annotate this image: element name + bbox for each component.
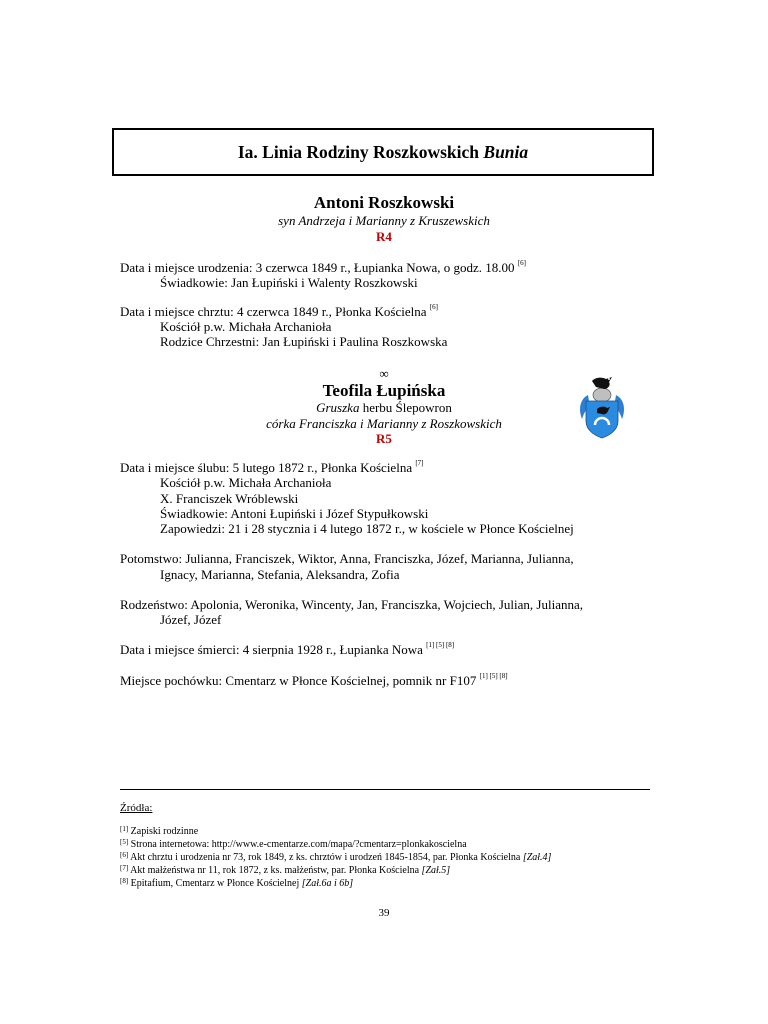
spouse-herb: Gruszka herbu Ślepowron [316, 400, 452, 415]
coat-of-arms-icon [578, 373, 626, 439]
source-item: [7] Akt małżeństwa nr 11, rok 1872, z ks. małżeństw, par. Płonka Kościelna [Zał.5] [120, 864, 451, 876]
baptism-line: Data i miejsce chrztu: 4 czerwca 1849 r., Płonka Kościelna [6] [120, 303, 438, 319]
offspring-line-2: Ignacy, Marianna, Stefania, Aleksandra, Zofia [160, 567, 400, 582]
chapter-title-italic: Bunia [483, 141, 529, 162]
person-name: Antoni Roszkowski [313, 193, 455, 212]
footnote-ref: [6] [429, 303, 438, 311]
death-line: Data i miejsce śmierci: 4 sierpnia 1928 r., Łupianka Nowa [1] [5] [8] [120, 641, 455, 657]
footnote-ref: [6] [517, 259, 526, 267]
offspring-line-1: Potomstwo: Julianna, Franciszek, Wiktor, Anna, Franciszka, Józef, Marianna, Julianna, [120, 551, 574, 566]
source-item: [8] Epitafium, Cmentarz w Płonce Kościelnej [Zał.6a i 6b] [120, 877, 354, 889]
burial-line: Miejsce pochówku: Cmentarz w Płonce Kościelnej, pomnik nr F107 [1] [5] [8] [120, 672, 508, 688]
chapter-title [112, 128, 654, 176]
sources-title: Źródła: [120, 802, 153, 814]
marriage-symbol: ∞ [379, 366, 389, 381]
siblings-line-1: Rodzeństwo: Apolonia, Weronika, Wincenty, Jan, Franciszka, Wojciech, Julian, Julianna, [120, 597, 583, 612]
person-code: R4 [376, 229, 392, 244]
siblings-line-2: Józef, Józef [160, 612, 222, 627]
source-item: [6] Akt chrztu i urodzenia nr 73, rok 1849, z ks. chrztów i urodzeń 1845-1854, par. Płonka Kościelna [Zał.4] [120, 851, 552, 863]
person-parents: syn Andrzeja i Marianny z Kruszewskich [278, 213, 490, 228]
spouse-code: R5 [376, 431, 392, 446]
wedding-witnesses: Świadkowie: Antoni Łupiński i Józef Stypułkowski [160, 506, 429, 521]
footnote-divider [120, 789, 650, 790]
footnote-ref: [1] [5] [8] [426, 641, 455, 649]
baptism-godparents: Rodzice Chrzestni: Jan Łupiński i Paulina Roszkowska [160, 334, 448, 349]
spouse-parents: córka Franciszka i Marianny z Roszkowskich [266, 416, 502, 431]
source-item: [1] Zapiski rodzinne [120, 825, 199, 837]
wedding-church: Kościół p.w. Michała Archanioła [160, 475, 332, 490]
baptism-church: Kościół p.w. Michała Archanioła [160, 319, 332, 334]
source-item: [5] Strona internetowa: http://www.e-cmentarze.com/mapa/?cmentarz=plonkakoscielna [120, 838, 467, 850]
footnote-ref: [7] [415, 459, 424, 467]
wedding-line: Data i miejsce ślubu: 5 lutego 1872 r., Płonka Kościelna [7] [120, 459, 424, 475]
birth-line: Data i miejsce urodzenia: 3 czerwca 1849 r., Łupianka Nowa, o godz. 18.00 [6] [120, 259, 526, 275]
wedding-priest: X. Franciszek Wróblewski [160, 491, 299, 506]
spouse-name: Teofila Łupińska [322, 381, 446, 400]
page-number: 39 [378, 907, 390, 919]
chapter-title-main: Ia. Linia Rodziny Roszkowskich [237, 141, 480, 162]
wedding-banns: Zapowiedzi: 21 i 28 stycznia i 4 lutego 1872 r., w kościele w Płonce Kościelnej [160, 521, 574, 536]
footnote-ref: [1] [5] [8] [479, 672, 508, 680]
birth-witnesses: Świadkowie: Jan Łupiński i Walenty Roszkowski [160, 275, 418, 290]
